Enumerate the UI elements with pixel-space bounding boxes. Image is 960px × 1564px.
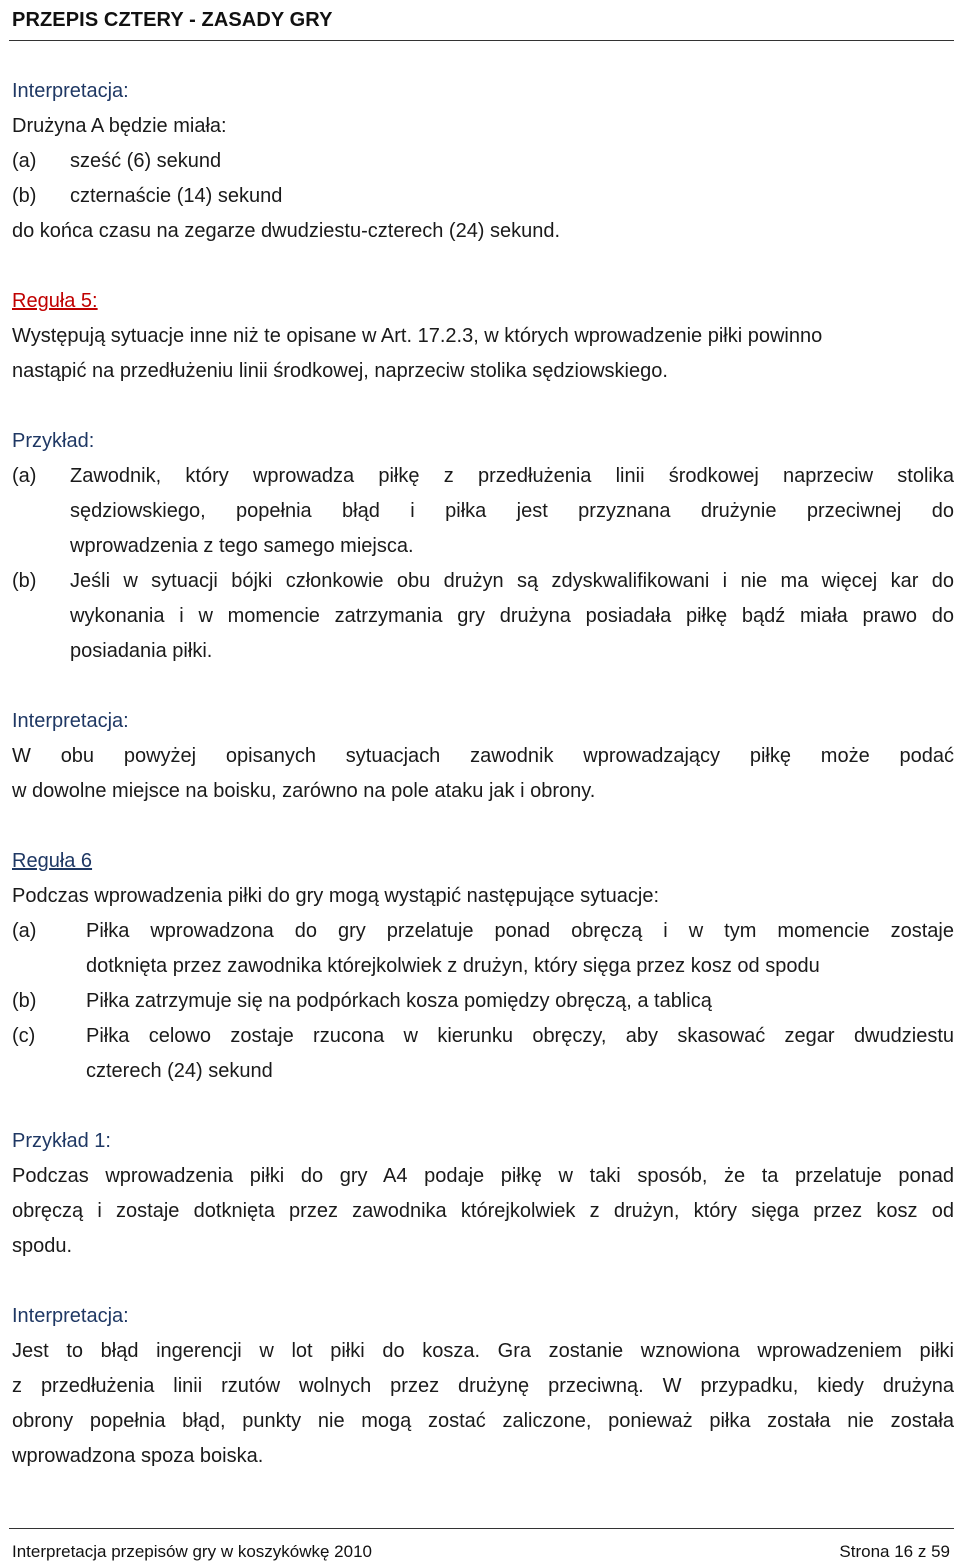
list-item-label: (a) [12, 465, 37, 487]
list-item-label: (b) [12, 570, 37, 592]
paragraph-line: w dowolne miejsce na boisku, zarówno na pole ataku jak i obrony. [12, 780, 596, 802]
footer-page-number: Strona 16 z 59 [839, 1542, 950, 1561]
example-item [12, 459, 954, 564]
paragraph-line: Jest to błąd ingerencji w lot piłki do kosza. Gra zostanie wznowiona wprowadzeniem piłki [12, 1340, 954, 1362]
list-item [12, 984, 954, 1019]
example-heading: Przykład: [12, 430, 95, 452]
list-item [12, 179, 954, 214]
list-item [12, 1019, 954, 1089]
paragraph-line: obrony popełnia błąd, punkty nie mogą zostać zaliczone, ponieważ piłka została nie została [12, 1410, 954, 1432]
paragraph-line: do końca czasu na zegarze dwudziestu-czterech (24) sekund. [12, 220, 561, 242]
paragraph-line: Jeśli w sytuacji bójki członkowie obu drużyn są zdyskwalifikowani i nie ma więcej kar do [70, 570, 954, 592]
paragraph-line: Drużyna A będzie miała: [12, 115, 227, 137]
rule-heading: Reguła 6 [12, 850, 93, 872]
footer-divider [9, 1528, 954, 1529]
paragraph-line: spodu. [12, 1235, 73, 1257]
paragraph-line: Zawodnik, który wprowadza piłkę z przedłużenia linii środkowej naprzeciw stolika [70, 465, 954, 487]
list-item [12, 914, 954, 984]
paragraph-line: czterech (24) sekund [86, 1060, 273, 1082]
paragraph-line: wykonania i w momencie zatrzymania gry drużyna posiadała piłkę bądź miała prawo do [70, 605, 954, 627]
paragraph-line: obręczą i zostaje dotknięta przez zawodnika którejkolwiek z drużyn, który sięga przez kosz od [12, 1200, 954, 1222]
list-item-text: sześć (6) sekund [70, 150, 222, 172]
paragraph-line: wprowadzona spoza boiska. [12, 1445, 264, 1467]
section-heading: Interpretacja: [12, 710, 129, 732]
list-item-label: (b) [12, 185, 37, 207]
paragraph-line: sędziowskiego, popełnia błąd i piłka jest przyznana drużynie przeciwnej do [70, 500, 954, 522]
paragraph-line: dotknięta przez zawodnika którejkolwiek z drużyn, który sięga przez kosz od spodu [86, 955, 820, 977]
list-item-text: czternaście (14) sekund [70, 185, 283, 207]
page-header-title: PRZEPIS CZTERY - ZASADY GRY [12, 9, 333, 31]
list-item-label: (c) [12, 1025, 36, 1047]
example-item [12, 564, 954, 669]
list-item-label: (a) [12, 920, 37, 942]
section-heading: Interpretacja: [12, 80, 129, 102]
header-divider [9, 40, 954, 41]
paragraph-line: Podczas wprowadzenia piłki do gry mogą wystąpić następujące sytuacje: [12, 885, 660, 907]
list-item-label: (a) [12, 150, 37, 172]
footer-document-title: Interpretacja przepisów gry w koszykówkę 2010 [12, 1542, 372, 1561]
paragraph-line: Piłka zatrzymuje się na podpórkach kosza pomiędzy obręczą, a tablicą [86, 990, 712, 1012]
paragraph-line: posiadania piłki. [70, 640, 213, 662]
rule-heading: Reguła 5: [12, 290, 98, 312]
paragraph-line: z przedłużenia linii rzutów wolnych przez drużynę przeciwną. W przypadku, kiedy drużyna [12, 1375, 954, 1397]
paragraph-line: Piłka celowo zostaje rzucona w kierunku obręczy, aby skasować zegar dwudziestu [86, 1025, 954, 1047]
example-heading: Przykład 1: [12, 1130, 111, 1152]
paragraph-line: Podczas wprowadzenia piłki do gry A4 podaje piłkę w taki sposób, że ta przelatuje ponad [12, 1165, 954, 1187]
paragraph-line: Piłka wprowadzona do gry przelatuje ponad obręczą i w tym momencie zostaje [86, 920, 954, 942]
paragraph-line: wprowadzenia z tego samego miejsca. [70, 535, 414, 557]
paragraph-line: nastąpić na przedłużeniu linii środkowej, naprzeciw stolika sędziowskiego. [12, 360, 668, 382]
document-body [12, 74, 954, 1474]
list-item [12, 144, 954, 179]
paragraph-line: Występują sytuacje inne niż te opisane w Art. 17.2.3, w których wprowadzenie piłki powinno [12, 325, 823, 347]
list-item-label: (b) [12, 990, 37, 1012]
paragraph-line: W obu powyżej opisanych sytuacjach zawodnik wprowadzający piłkę może podać [12, 745, 954, 767]
section-heading: Interpretacja: [12, 1305, 129, 1327]
